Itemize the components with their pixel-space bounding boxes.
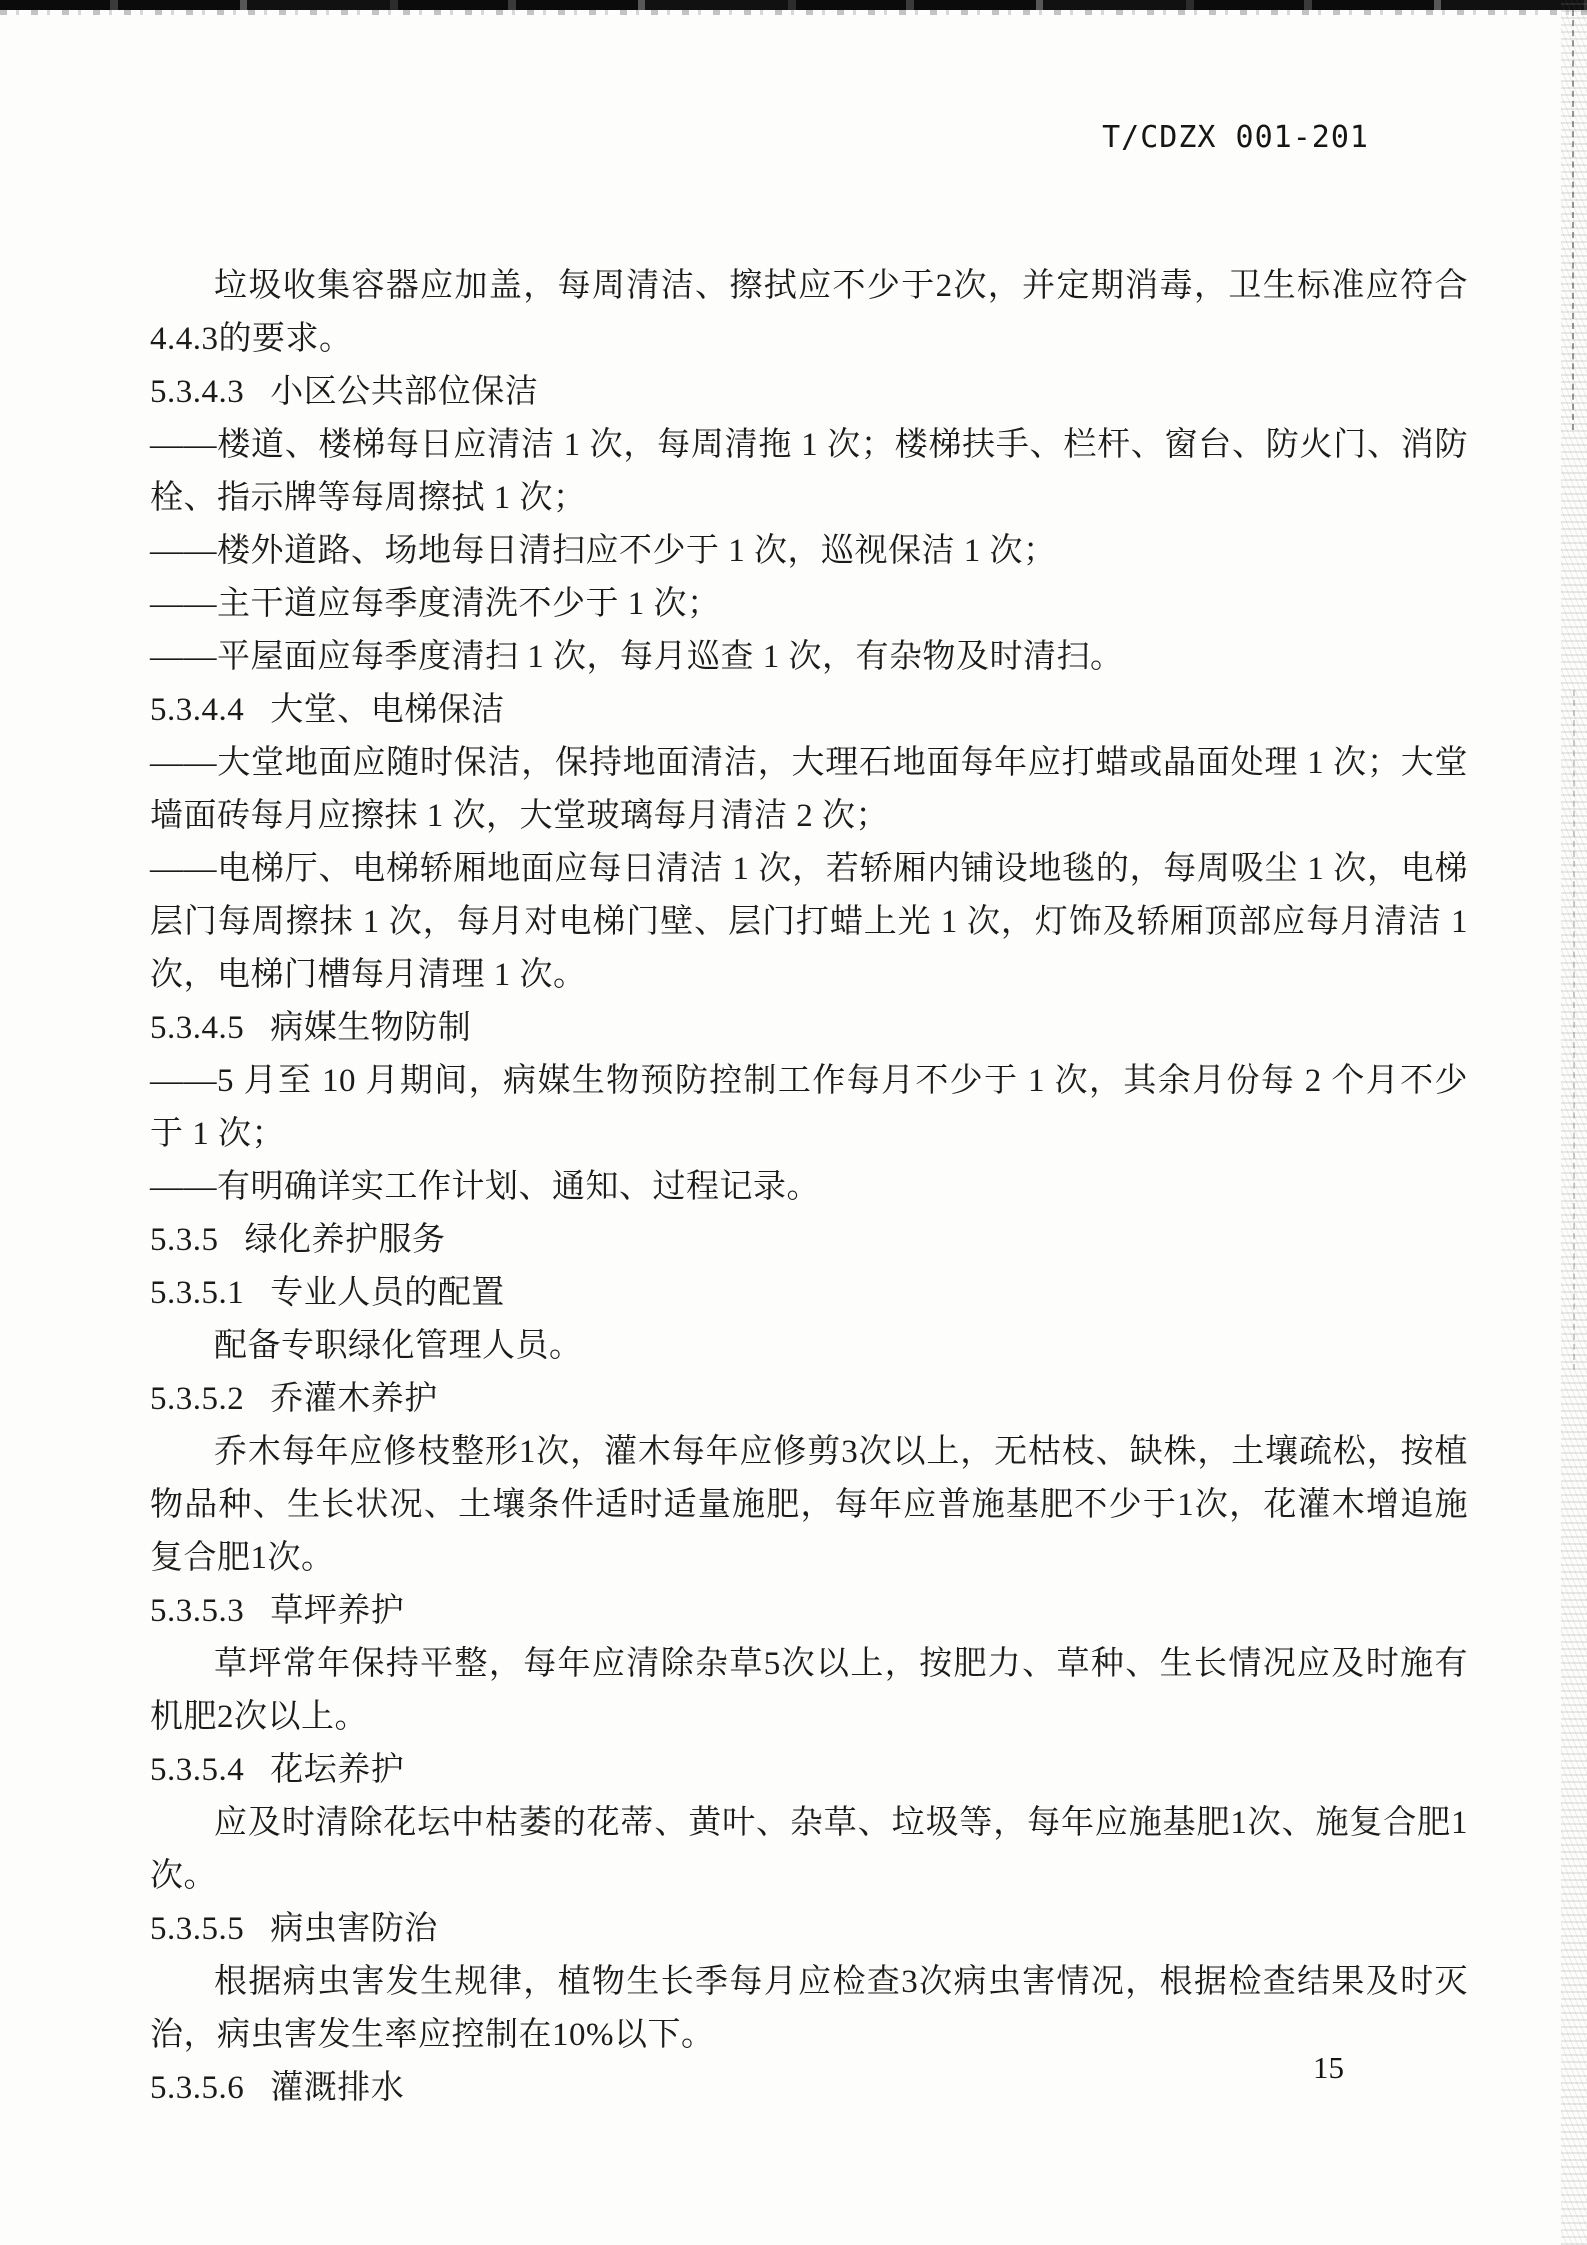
dash-item-pest-control-records: ——有明确详实工作计划、通知、过程记录。 bbox=[150, 1169, 820, 1205]
section-heading-5355 bbox=[150, 1903, 1468, 1956]
section-heading-5356 bbox=[150, 2062, 1468, 2115]
paragraph-lawn-care: 草坪常年保持平整，每年应清除杂草5次以上，按肥力、草种、生长情况应及时施有机肥2次以上。 bbox=[150, 1646, 1468, 1735]
section-number: 5.3.4.5 bbox=[150, 1010, 245, 1046]
paragraph-garbage-containers: 垃圾收集容器应加盖，每周清洁、擦拭应不少于2次，并定期消毒，卫生标准应符合4.4.3的要求。 bbox=[150, 268, 1468, 357]
section-heading-535 bbox=[150, 1214, 1468, 1267]
section-number: 5.3.5.6 bbox=[150, 2070, 245, 2106]
dash-item-lobby-floor: ——大堂地面应随时保洁，保持地面清洁，大理石地面每年应打蜡或晶面处理 1 次；大堂墙面砖每月应擦抹 1 次，大堂玻璃每月清洁 2 次； bbox=[150, 745, 1468, 834]
section-heading-5353 bbox=[150, 1585, 1468, 1638]
dash-item-main-road: ——主干道应每季度清洗不少于 1 次； bbox=[150, 586, 721, 622]
section-title: 小区公共部位保洁 bbox=[270, 374, 539, 410]
section-title: 花坛养护 bbox=[270, 1752, 405, 1788]
section-number: 5.3.5.2 bbox=[150, 1381, 245, 1417]
scan-noise-top-edge bbox=[0, 0, 1587, 10]
section-heading-5343 bbox=[150, 366, 1468, 419]
section-title: 专业人员的配置 bbox=[270, 1275, 505, 1311]
scan-dashed-line-upper bbox=[1572, 10, 1574, 430]
section-number: 5.3.4.4 bbox=[150, 692, 245, 728]
section-title: 草坪养护 bbox=[270, 1593, 405, 1629]
dash-item-pest-control-schedule: ——5 月至 10 月期间，病媒生物预防控制工作每月不少于 1 次，其余月份每 2 个月不少于 1 次； bbox=[150, 1063, 1468, 1152]
dash-item-outdoor-roads: ——楼外道路、场地每日清扫应不少于 1 次，巡视保洁 1 次； bbox=[150, 533, 1057, 569]
page-number: 15 bbox=[1313, 2050, 1344, 2085]
section-number: 5.3.4.3 bbox=[150, 374, 245, 410]
section-title: 病媒生物防制 bbox=[270, 1010, 472, 1046]
paragraph-trees-shrubs: 乔木每年应修枝整形1次，灌木每年应修剪3次以上，无枯枝、缺株，土壤疏松，按植物品种、生长状况、土壤条件适时适量施肥，每年应普施基肥不少于1次，花灌木增追施复合肥1次。 bbox=[150, 1434, 1468, 1576]
section-heading-5345 bbox=[150, 1002, 1468, 1055]
section-number: 5.3.5.3 bbox=[150, 1593, 245, 1629]
document-body bbox=[150, 260, 1468, 2115]
dash-item-flat-roof: ——平屋面应每季度清扫 1 次，每月巡查 1 次，有杂物及时清扫。 bbox=[150, 639, 1124, 675]
scan-dashed-line-lower bbox=[1573, 690, 1575, 1370]
section-title: 病虫害防治 bbox=[270, 1911, 438, 1947]
section-heading-5344 bbox=[150, 684, 1468, 737]
dash-item-stairs: ——楼道、楼梯每日应清洁 1 次，每周清拖 1 次；楼梯扶手、栏杆、窗台、防火门、消防栓、指示牌等每周擦拭 1 次； bbox=[150, 427, 1468, 516]
section-title: 乔灌木养护 bbox=[270, 1381, 438, 1417]
section-number: 5.3.5.5 bbox=[150, 1911, 245, 1947]
paragraph-pest-disease: 根据病虫害发生规律，植物生长季每月应检查3次病虫害情况，根据检查结果及时灭治，病虫害发生率应控制在10%以下。 bbox=[150, 1964, 1468, 2053]
section-title: 灌溉排水 bbox=[270, 2070, 405, 2106]
section-heading-5352 bbox=[150, 1373, 1468, 1426]
paragraph-flowerbed-care: 应及时清除花坛中枯萎的花蒂、黄叶、杂草、垃圾等，每年应施基肥1次、施复合肥1次。 bbox=[150, 1805, 1468, 1894]
document-number-header: T/CDZX 001-201 bbox=[1102, 120, 1369, 155]
section-number: 5.3.5.1 bbox=[150, 1275, 245, 1311]
paragraph-greening-staff: 配备专职绿化管理人员。 bbox=[214, 1328, 583, 1364]
section-title: 大堂、电梯保洁 bbox=[270, 692, 505, 728]
section-number: 5.3.5.4 bbox=[150, 1752, 245, 1788]
dash-item-elevator: ——电梯厅、电梯轿厢地面应每日清洁 1 次，若轿厢内铺设地毯的，每周吸尘 1 次，电梯层门每周擦抹 1 次，每月对电梯门壁、层门打蜡上光 1 次，灯饰及轿厢顶部应每月清洁 1 次，电梯门槽每月清理 1 次。 bbox=[150, 851, 1468, 993]
section-title: 绿化养护服务 bbox=[244, 1222, 446, 1258]
scan-noise-top-speckle bbox=[0, 10, 1587, 15]
section-number: 5.3.5 bbox=[150, 1222, 219, 1258]
section-heading-5351 bbox=[150, 1267, 1468, 1320]
section-heading-5354 bbox=[150, 1744, 1468, 1797]
